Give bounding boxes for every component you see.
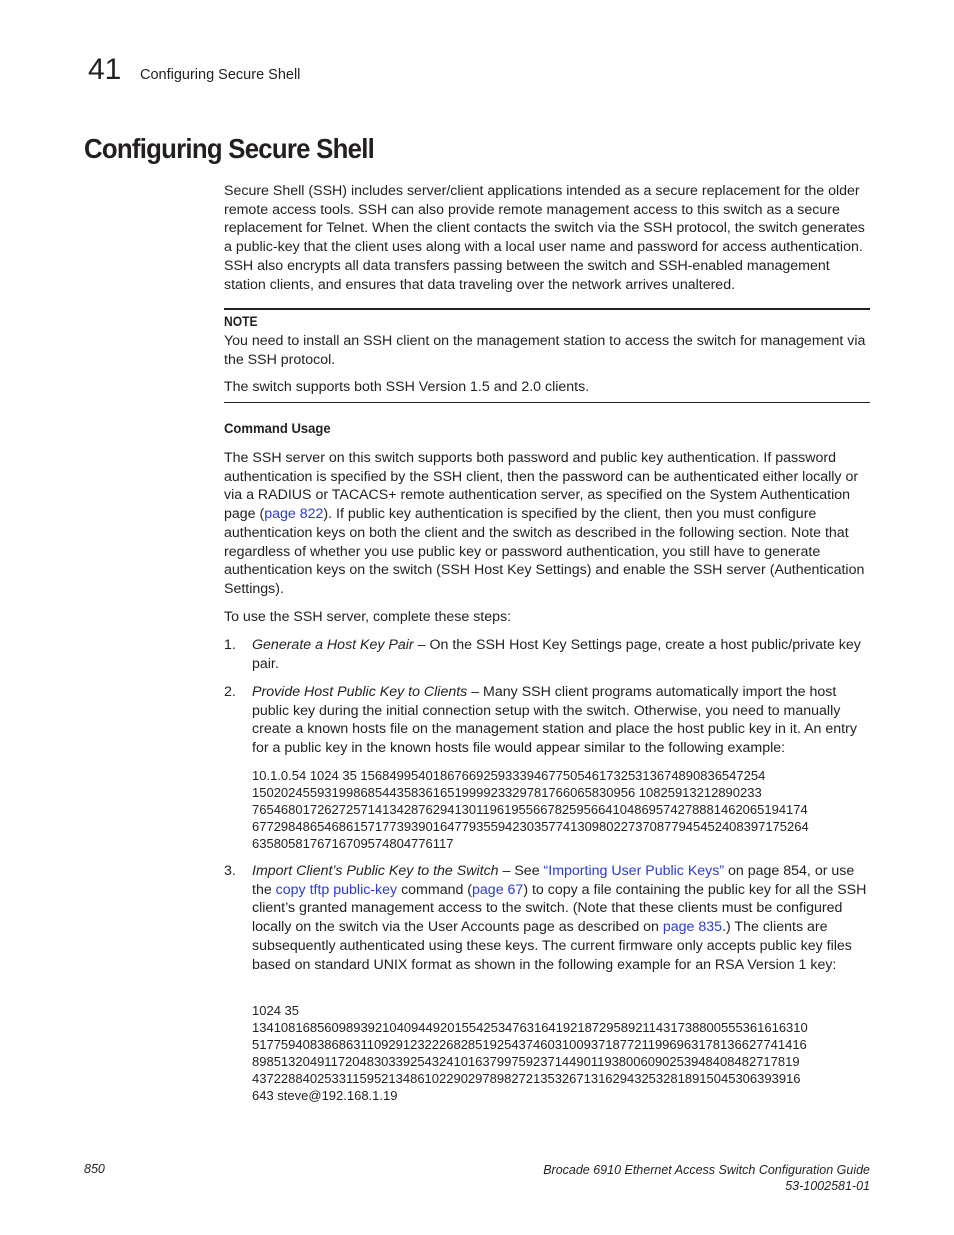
step-3-text-b: on page 854, or use the: [252, 863, 855, 898]
copy-tftp-public-key-link[interactable]: copy tftp public-key: [275, 881, 398, 898]
command-usage-heading: Command Usage: [224, 421, 331, 437]
step-3-number: 3.: [224, 863, 236, 879]
command-usage-text-b: ). If public key authentication is specified by the client, then you must configure authentication keys on both the client and the switch as described in the following section. Note that regardless of whether you use public key or password authentication, you still have to generate authentication keys on the switch (SSH Host Key Settings) and enable the SSH server (Authentication Settings).: [224, 506, 865, 597]
step-3: [252, 862, 872, 974]
step-2-number: 2.: [224, 684, 236, 700]
page-822-link[interactable]: page 822: [264, 506, 324, 523]
step-1-text: – On the SSH Host Key Settings page, create a host public/private key pair.: [252, 637, 861, 672]
importing-user-public-keys-link[interactable]: “Importing User Public Keys”: [543, 863, 725, 879]
footer-doc-info: [543, 1162, 870, 1194]
step-3-text-a: – See: [498, 863, 544, 879]
page-67-link[interactable]: page 67: [472, 881, 524, 898]
step-1-title: Generate a Host Key Pair: [252, 637, 414, 653]
step-3-text-d: ) to copy a file containing the public key for all the SSH client’s granted management access to the switch. (Note that these clients must be configured locally on the switch via the User Accounts page as described on: [252, 881, 867, 936]
page-835-link[interactable]: page 835: [662, 919, 723, 936]
known-hosts-example: 10.1.0.54 1024 35 15684995401867669259333946775054617325313674890836547254 15020245593199868544358361651999923329781766065830956 10825913212890233 76546801726272571413428762941301196195566782595664104869574278881462065194174 67729848654686157177393901647793559423035774130980227370877945452408397175264 6358058176716709574804776117: [252, 768, 809, 851]
note-label: NOTE: [224, 314, 258, 330]
note-text-versions: The switch supports both SSH Version 1.5 and 2.0 clients.: [224, 379, 590, 395]
step-3-text-c: command (: [397, 881, 473, 898]
page-number: 850: [84, 1162, 105, 1176]
command-usage-paragraph: [224, 449, 874, 599]
step-2: [252, 683, 872, 758]
running-header-title: Configuring Secure Shell: [140, 67, 301, 83]
rsa-key-example: 1024 35 13410816856098939210409449201554253476316419218729589211431738800555361616310 51775940838686311092912322268285192543746031009371877211996963178136627741416 8985132049117204830339254324101637997592371449011938006090253948408482717819 4372288402533115952134861022902978982721353267131629432532818915045306393916 643 steve@192.168.1.19: [252, 1003, 808, 1103]
step-3-text-e: .) The clients are subsequently authenticated using these keys. The current firmware only accepts public key files based on standard UNIX format as shown in the following example for an RSA Version 1 key:: [252, 919, 852, 973]
chapter-number: 41: [88, 53, 122, 86]
step-2-title: Provide Host Public Key to Clients: [252, 684, 468, 700]
command-usage-text-a: The SSH server on this switch supports both password and public key authentication. If password authentication is specified by the SSH client, then the password can be authenticated either locally or via a RADIUS or TACACS+ remote authentication server, as specified on the System Authentication page (: [224, 450, 859, 523]
note-text: You need to install an SSH client on the management station to access the switch for management via the SSH protocol.: [224, 333, 866, 368]
page-title: Configuring Secure Shell: [84, 133, 375, 164]
step-1-number: 1.: [224, 637, 236, 653]
intro-paragraph: Secure Shell (SSH) includes server/client applications intended as a secure replacement for the older remote access tools. SSH can also provide remote management access to this switch as a secure replacement for Telnet. When the client contacts the switch via the SSH protocol, the switch generates a public-key that the client uses along with a local user name and password for access authentication. SSH also encrypts all data transfers passing between the switch and SSH-enabled management station clients, and ensures that data traveling over the network arrives unaltered.: [224, 183, 865, 293]
footer-doc-title: Brocade 6910 Ethernet Access Switch Configuration Guide: [543, 1163, 870, 1177]
step-3-title: Import Client’s Public Key to the Switch: [252, 863, 499, 879]
steps-intro: To use the SSH server, complete these steps:: [224, 609, 512, 625]
step-2-text: – Many SSH client programs automatically import the host public key during the initial connection setup with the switch. Otherwise, you need to manually create a known hosts file on the management station and place the host public key in it. An entry for a public key in the known hosts file would appear similar to the following example:: [252, 684, 857, 757]
note-box: [224, 308, 870, 403]
footer-doc-number: 53-1002581-01: [785, 1179, 870, 1193]
step-1: [252, 636, 872, 673]
